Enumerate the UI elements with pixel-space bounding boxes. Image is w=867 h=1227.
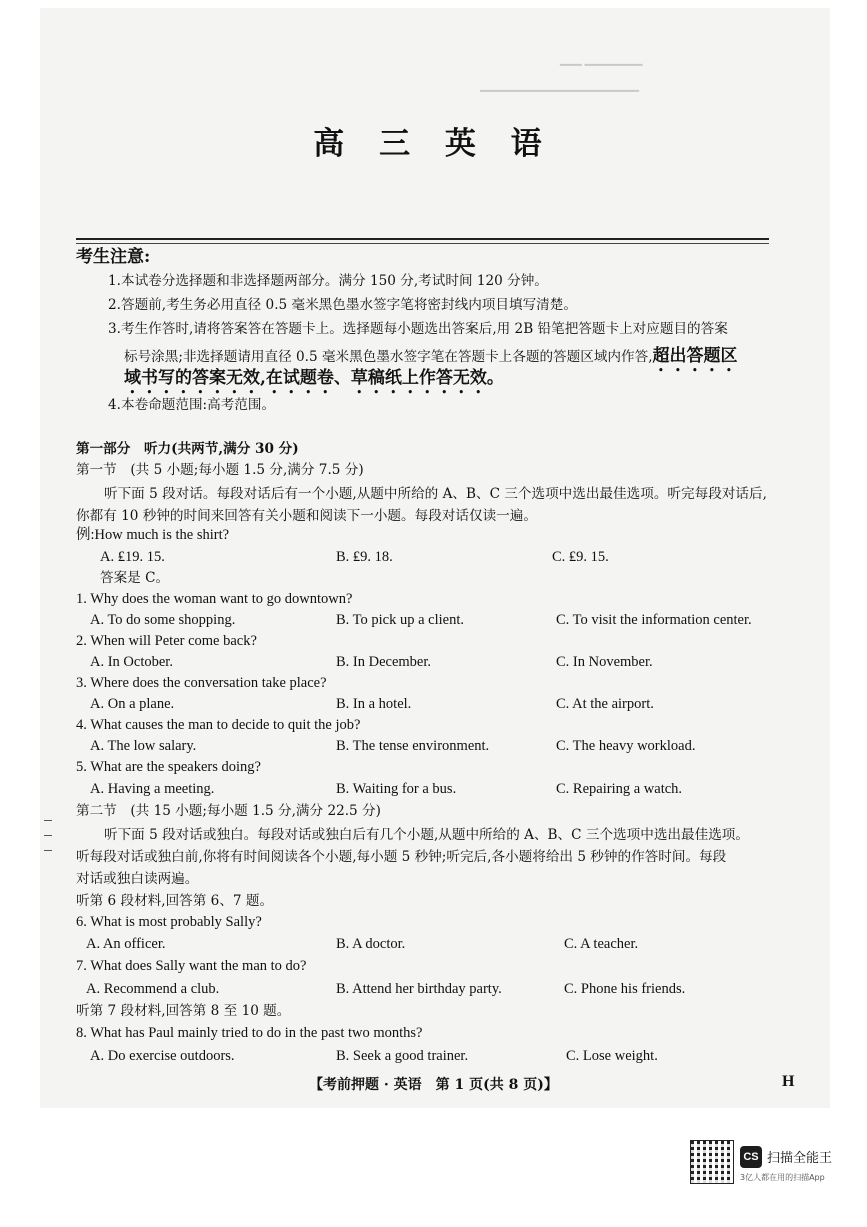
scanner-app-name: 扫描全能王	[767, 1151, 833, 1166]
question-2-option-a: A. In October.	[90, 654, 173, 670]
question-7: 7. What does Sally want the man to do?	[76, 958, 307, 974]
question-5-option-a: A. Having a meeting.	[90, 781, 215, 797]
question-7-option-c: C. Phone his friends.	[564, 981, 686, 997]
header-rule-thin	[76, 243, 769, 244]
question-7-option-a: A. Recommend a club.	[86, 981, 220, 997]
question-5-option-c: C. Repairing a watch.	[556, 781, 683, 797]
question-2-option-b: B. In December.	[336, 654, 432, 670]
question-8-option-b: B. Seek a good trainer.	[336, 1048, 469, 1064]
section1-instructions-1: 听下面 5 段对话。每段对话后有一个小题,从题中所给的 A、B、C 三个选项中选出最佳选项。听完每段对话后,	[104, 486, 767, 502]
question-4-option-a: A. The low salary.	[90, 738, 197, 754]
example-option-c: C. ₤9. 15.	[552, 549, 609, 565]
question-7-option-b: B. Attend her birthday party.	[336, 981, 502, 997]
question-1-option-a: A. To do some shopping.	[90, 612, 236, 628]
header-rule	[76, 238, 769, 240]
example-option-b: B. ₤9. 18.	[336, 549, 393, 565]
question-6-option-b: B. A doctor.	[336, 936, 406, 952]
example-question: 例:How much is the shirt?	[76, 527, 230, 543]
binding-mark	[44, 850, 52, 851]
section2-heading: 第二节 (共 15 小题;每小题 1.5 分,满分 22.5 分)	[76, 803, 381, 819]
section2-instructions-3: 对话或独白读两遍。	[76, 871, 199, 887]
notice-item-2: 2.答题前,考生务必用直径 0.5 毫米黑色墨水签字笔将密封线内项目填写清楚。	[108, 297, 577, 313]
question-2-option-c: C. In November.	[556, 654, 653, 670]
bleed-through-text: ━━━━━━━━━━━━━━━━━━━━━━	[480, 84, 639, 98]
question-4-option-b: B. The tense environment.	[336, 738, 490, 754]
page-footer: 【考前押题 · 英语 第 1 页(共 8 页)】	[309, 1077, 558, 1093]
bleed-through-text: ━━━ ━━━━━━━━	[560, 58, 643, 72]
section2-instructions-2: 听每段对话或独白前,你将有时间阅读各个小题,每小题 5 秒钟;听完后,各小题将给出 5 秒钟的作答时间。每段	[76, 849, 727, 865]
question-1: 1. Why does the woman want to go downtown?	[76, 591, 353, 607]
question-6: 6. What is most probably Sally?	[76, 914, 262, 930]
camscanner-logo-icon: CS	[740, 1146, 762, 1168]
page-title: 高 三 英 语	[313, 126, 554, 162]
part1-heading: 第一部分 听力(共两节,满分 30 分)	[76, 441, 299, 457]
question-8-option-a: A. Do exercise outdoors.	[90, 1048, 235, 1064]
section1-instructions-2: 你都有 10 秒钟的时间来回答有关小题和阅读下一小题。每段对话仅读一遍。	[76, 508, 537, 524]
question-4: 4. What causes the man to decide to quit the job?	[76, 717, 361, 733]
notice-item-3-cont: 标号涂黑;非选择题请用直径 0.5 毫米黑色墨水签字笔在答题卡上各题的答题区域内作答,超出答题区	[124, 346, 738, 366]
material-6-label: 听第 6 段材料,回答第 6、7 题。	[76, 893, 274, 909]
question-3-option-a: A. On a plane.	[90, 696, 175, 712]
question-4-option-c: C. The heavy workload.	[556, 738, 696, 754]
notice-heading: 考生注意:	[76, 247, 151, 267]
question-1-option-b: B. To pick up a client.	[336, 612, 464, 628]
material-7-label: 听第 7 段材料,回答第 8 至 10 题。	[76, 1003, 291, 1019]
binding-mark	[44, 820, 52, 821]
example-option-a: A. ₤19. 15.	[100, 549, 165, 565]
question-2: 2. When will Peter come back?	[76, 633, 257, 649]
notice-item-3: 3.考生作答时,请将答案答在答题卡上。选择题每小题选出答案后,用 2B 铅笔把答题卡上对应题目的答案	[108, 321, 728, 337]
notice-item-4: 4.本卷命题范围:高考范围。	[108, 397, 276, 413]
section1-heading: 第一节 (共 5 小题;每小题 1.5 分,满分 7.5 分)	[76, 462, 364, 478]
scanner-watermark	[690, 1140, 850, 1190]
question-3-option-b: B. In a hotel.	[336, 696, 412, 712]
question-3: 3. Where does the conversation take place?	[76, 675, 327, 691]
question-3-option-c: C. At the airport.	[556, 696, 654, 712]
question-6-option-a: A. An officer.	[86, 936, 166, 952]
qr-code-icon	[690, 1140, 734, 1184]
paper-version-mark: H	[782, 1073, 795, 1090]
question-8-option-c: C. Lose weight.	[566, 1048, 658, 1064]
question-5: 5. What are the speakers doing?	[76, 759, 261, 775]
section2-instructions-1: 听下面 5 段对话或独白。每段对话或独白后有几个小题,从题中所给的 A、B、C 三个选项中选出最佳选项。	[104, 827, 749, 843]
notice-emphasis-1: 超出答题区	[652, 346, 738, 366]
notice-item-1: 1.本试卷分选择题和非选择题两部分。满分 150 分,考试时间 120 分钟。	[108, 273, 548, 289]
example-answer: 答案是 C。	[100, 570, 170, 586]
question-8: 8. What has Paul mainly tried to do in the past two months?	[76, 1025, 423, 1041]
question-6-option-c: C. A teacher.	[564, 936, 639, 952]
notice-emphasis-2: 域书写的答案无效,在试题卷、草稿纸上作答无效。	[124, 368, 504, 388]
scanner-tagline: 3亿人都在用的扫描App	[740, 1173, 825, 1182]
question-1-option-c: C. To visit the information center.	[556, 612, 752, 628]
binding-mark	[44, 835, 52, 836]
question-5-option-b: B. Waiting for a bus.	[336, 781, 457, 797]
